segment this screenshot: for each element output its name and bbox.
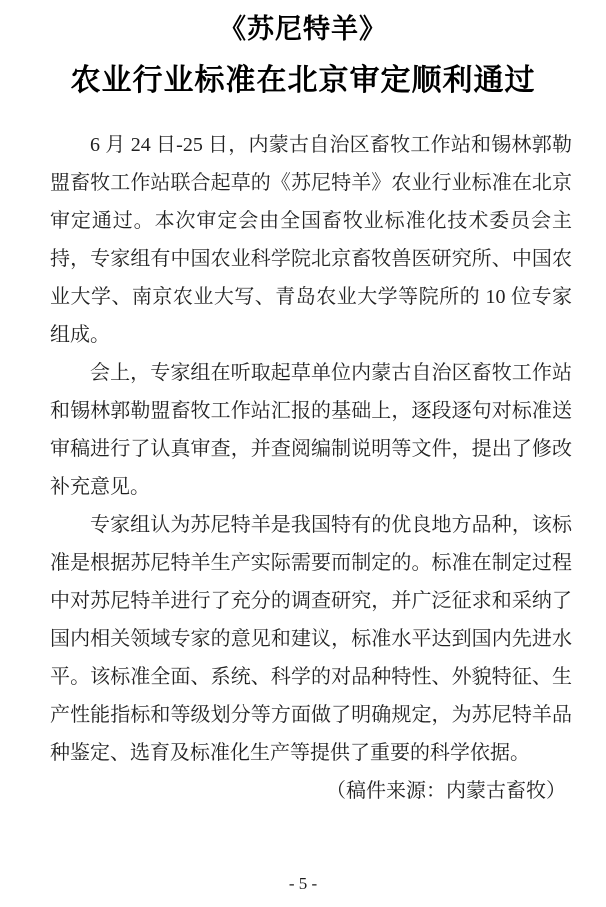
document-subtitle: 农业行业标准在北京审定顺利通过 bbox=[70, 64, 536, 97]
paragraph-3: 专家组认为苏尼特羊是我国特有的优良地方品种，该标准是根据苏尼特羊生产实际需要而制定的。标准在制定过程中对苏尼特羊进行了充分的调查研究，并广泛征求和采纳了国内相关领域专家的意见和建议，标准水平达到国内先进水平。该标准全面、系统、科学的对品种特性、外貌特征、生产性能指标和等级划分等方面做了明确规定，为苏尼特羊品种鉴定、选育及标准化生产等提供了重要的科学依据。 bbox=[50, 514, 572, 764]
document-body bbox=[0, 126, 606, 810]
paragraph-2: 会上，专家组在听取起草单位内蒙古自治区畜牧工作站和锡林郭勒盟畜牧工作站汇报的基础上，逐段逐句对标准送审稿进行了认真审查，并查阅编制说明等文件，提出了修改补充意见。 bbox=[50, 362, 572, 498]
page-number: - 5 - bbox=[288, 874, 318, 893]
document-title: 《苏尼特羊》 bbox=[219, 14, 387, 44]
source-note: （稿件来源：内蒙古畜牧） bbox=[326, 780, 566, 802]
paragraph-1: 6 月 24 日-25 日，内蒙古自治区畜牧工作站和锡林郭勒盟畜牧工作站联合起草的《苏尼特羊》农业行业标准在北京审定通过。本次审定会由全国畜牧业标准化技术委员会主持，专家组有中国农业科学院北京畜牧兽医研究所、中国农业大学、南京农业大写、青岛农业大学等院所的 10 位专家组成。 bbox=[50, 134, 572, 346]
